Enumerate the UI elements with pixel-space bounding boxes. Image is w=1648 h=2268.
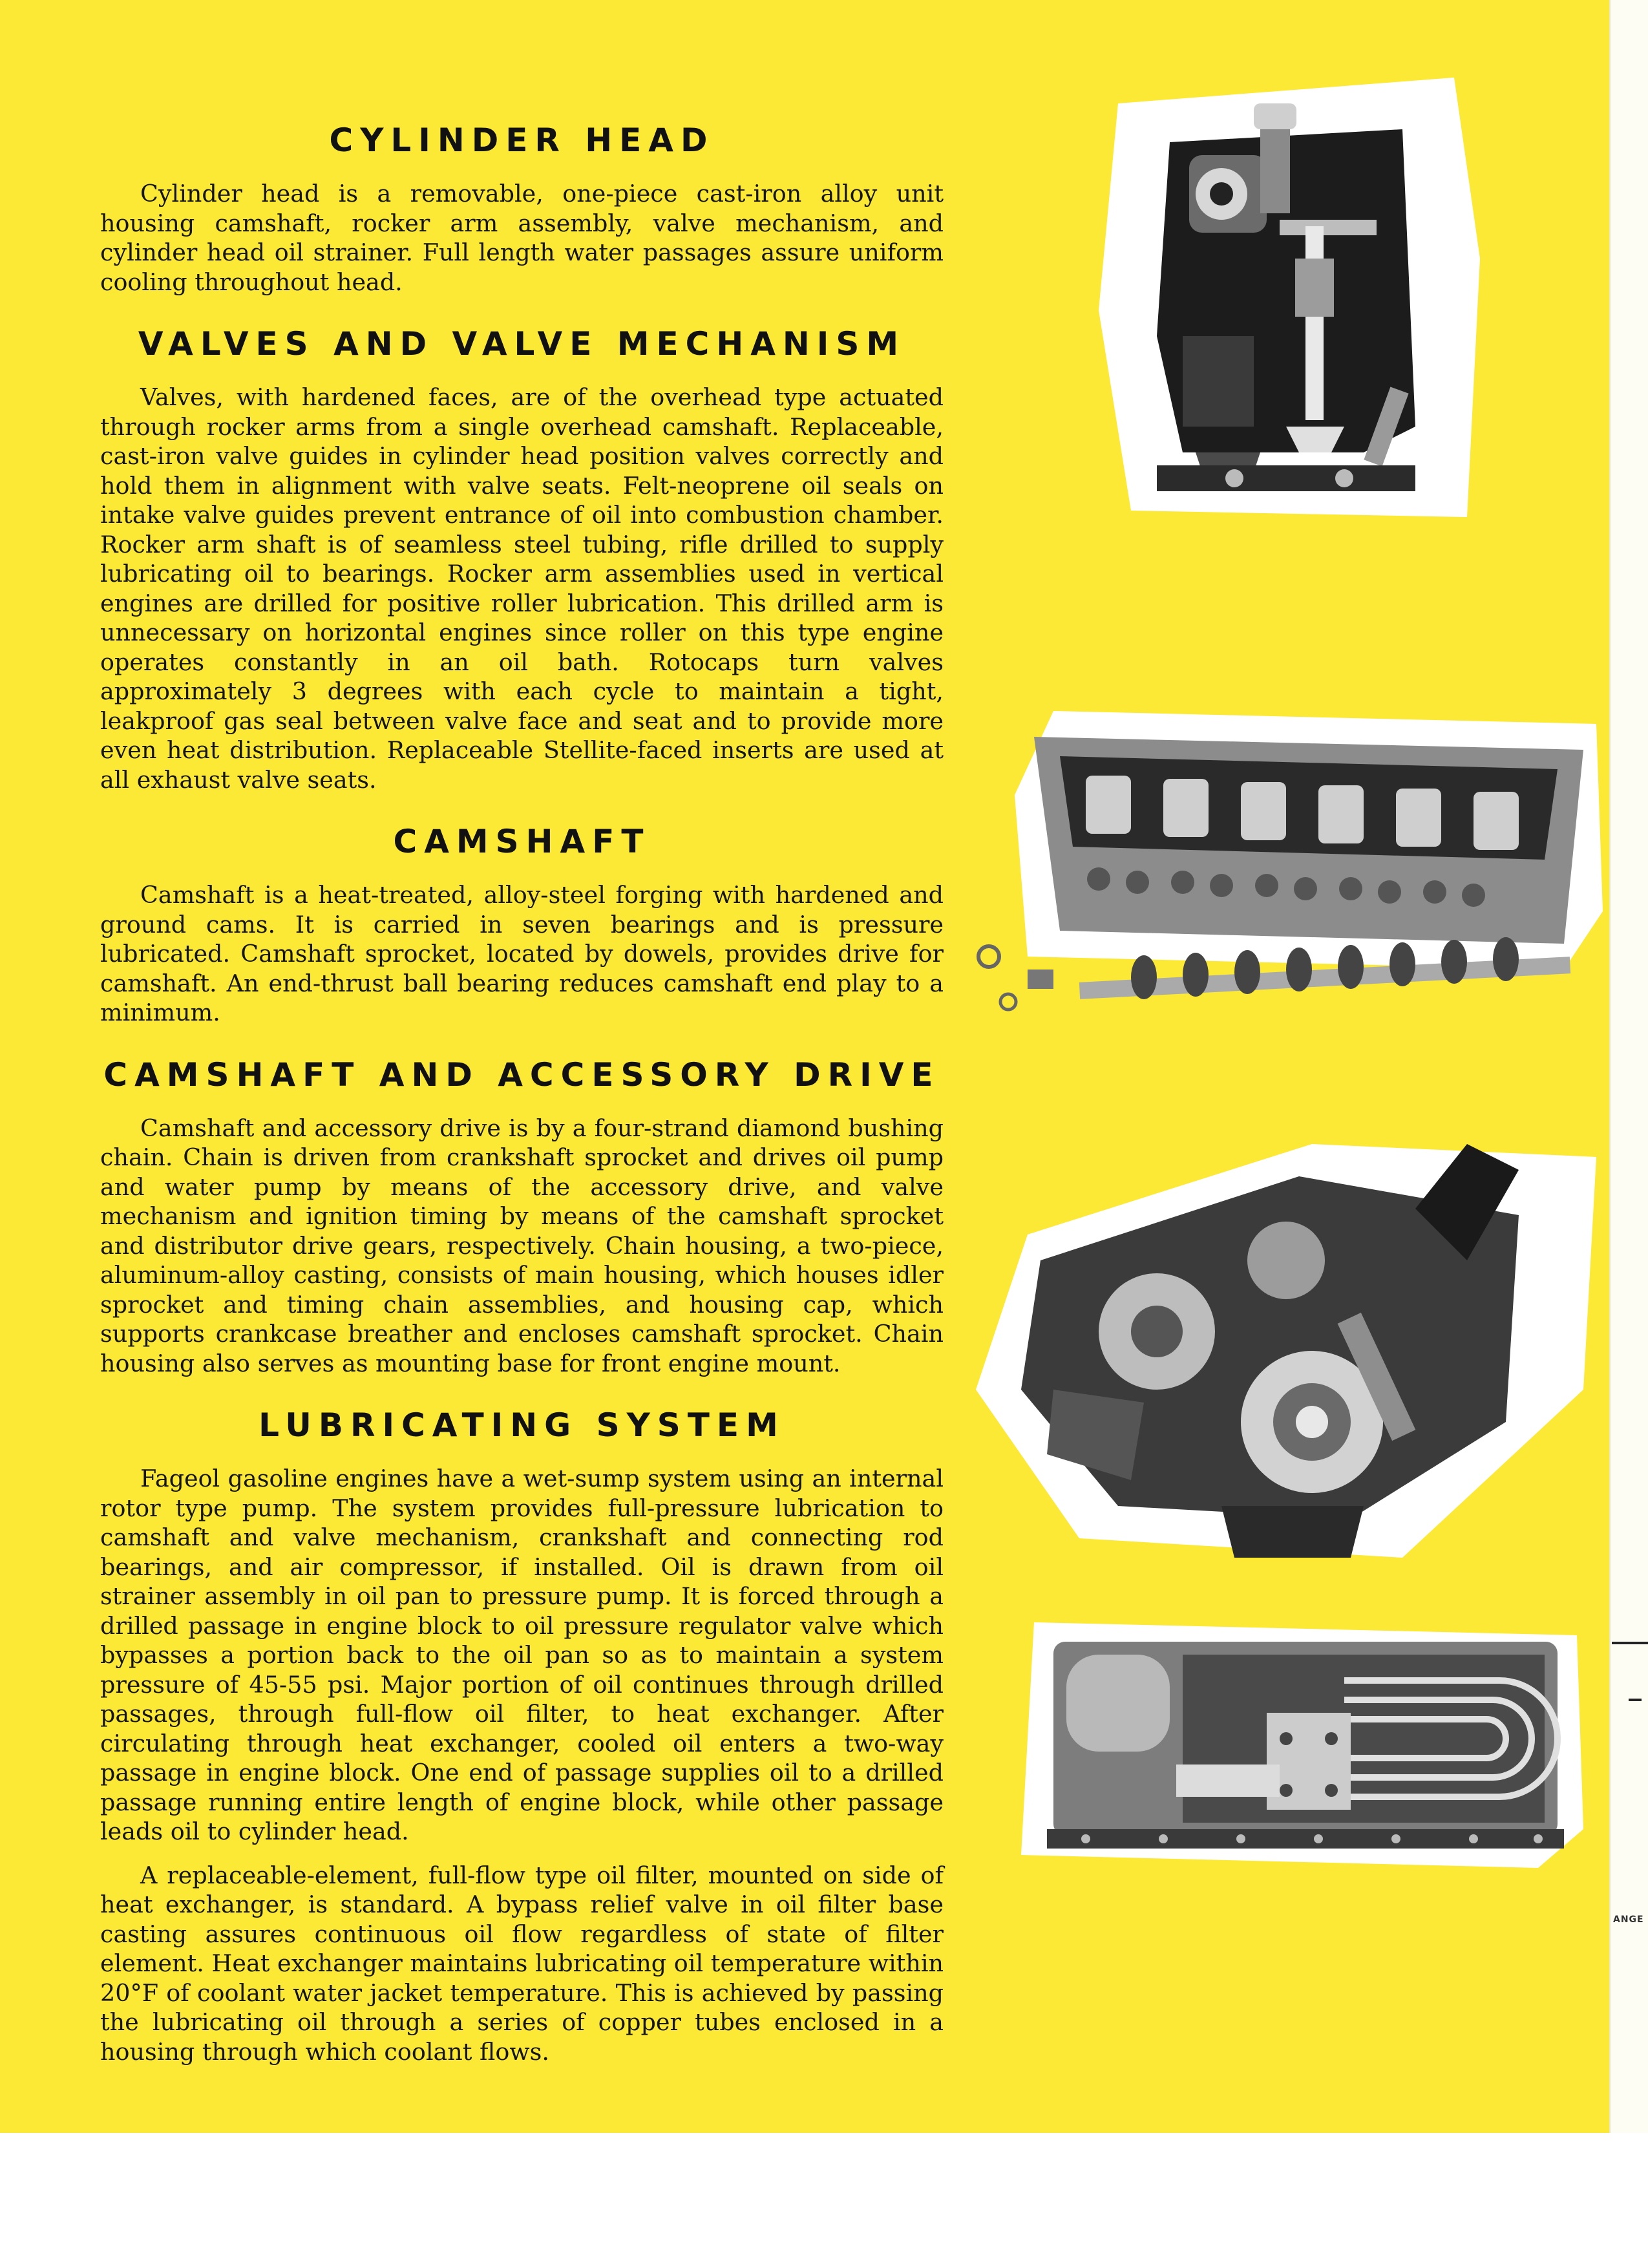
section-heading: CAMSHAFT AND ACCESSORY DRIVE [103, 1055, 940, 1094]
heat-exchanger-image [1008, 1596, 1590, 1881]
edge-rule [1629, 1699, 1642, 1701]
adjacent-page-edge [1609, 0, 1648, 2133]
section-accessory-drive [100, 1057, 944, 1379]
section-cylinder-head [100, 123, 944, 297]
section-heading: LUBRICATING SYSTEM [259, 1406, 785, 1444]
section-paragraph: Camshaft and accessory drive is by a four-strand diamond bushing chain. Chain is driven from crankshaft sprocket and drives oil pump and water pump by means of the accessory drive, and valve mechanism and ignition timing by means of the camshaft sprocket and distributor drive gears, respectively. Chain housing, a two-piece, aluminum-alloy casting, consists of main housing, which houses idler sprocket and timing chain assemblies, and housing cap, which supports crankcase breather and encloses camshaft sprocket. Chain housing also serves as mounting base for front engine mount. [100, 1114, 944, 1377]
section-paragraph: A replaceable-element, full-flow type oil filter, mounted on side of heat exchanger, is standard. A bypass relief valve in oil filter base casting assures continuous oil flow regardless of state of filter element. Heat exchanger maintains lubricating oil temperature within 20°F of coolant water jacket temperature. This is achieved by passing the lubricating oil through a series of copper tubes enclosed in a housing through which coolant flows. [100, 1861, 944, 2066]
edge-text: ANGE [1613, 1914, 1644, 1925]
section-heading: CYLINDER HEAD [329, 122, 715, 159]
section-heading: VALVES AND VALVE MECHANISM [138, 325, 906, 363]
edge-rule [1612, 1642, 1648, 1644]
section-paragraph: Camshaft is a heat-treated, alloy-steel forging with hardened and ground cams. It is carried in seven bearings and is pressure lubricated. Camshaft sprocket, located by dowels, provides drive for camshaft. An end-thrust ball bearing reduces camshaft end play to a minimum. [100, 881, 944, 1026]
camshaft-assembly-image [950, 698, 1609, 1034]
text-column [100, 123, 944, 2096]
section-heading: CAMSHAFT [393, 823, 651, 860]
section-lubricating-system [100, 1408, 944, 2066]
section-paragraph: Fageol gasoline engines have a wet-sump system using an internal rotor type pump. The system provides full-pressure lubrication to camshaft and valve mechanism, crankshaft and connecting rod bearings, and air compressor, if installed. Oil is drawn from oil strainer assembly in oil pan to pressure pump. It is forced through a drilled passage in engine block to oil pressure regulator valve which bypasses a portion back to the oil pan so as to maintain a system pressure of 45-55 psi. Major portion of oil continues through drilled passages, through full-flow oil filter, to heat exchanger. After circulating through heat exchanger, cooled oil enters a two-way passage in engine block. One end of passage supplies oil to a drilled passage running entire length of engine block, while other passage leads oil to cylinder head. [100, 1465, 944, 1845]
accessory-drive-image [950, 1118, 1609, 1571]
section-paragraph: Valves, with hardened faces, are of the overhead type actuated through rocker arms from a single overhead camshaft. Replaceable, cast-iron valve guides in cylinder head position valves correctly and hold them in alignment with valve seats. Felt-neoprene oil seals on intake valve guides prevent entrance of oil into combustion chamber. Rocker arm shaft is of seamless steel tubing, rifle drilled to supply lubricating oil to bearings. Rocker arm assemblies used in vertical engines are drilled for positive roller lubrication. This drilled arm is unnecessary on horizontal engines since roller on this type engine operates constantly in an oil bath. Rotocaps turn valves approximately 3 degrees with each cycle to maintain a tight, leakproof gas seal between valve face and seat and to provide more even heat distribution. Replaceable Stellite-faced inserts are used at all exhaust valve seats. [100, 383, 944, 794]
section-valves [100, 326, 944, 794]
section-paragraph: Cylinder head is a removable, one-piece cast-iron alloy unit housing camshaft, rocker arm assembly, valve mechanism, and cylinder head oil strainer. Full length water passages assure uniform cooling throughout head. [100, 180, 944, 296]
cylinder-head-cutaway-image [1092, 65, 1493, 530]
section-camshaft [100, 824, 944, 1028]
